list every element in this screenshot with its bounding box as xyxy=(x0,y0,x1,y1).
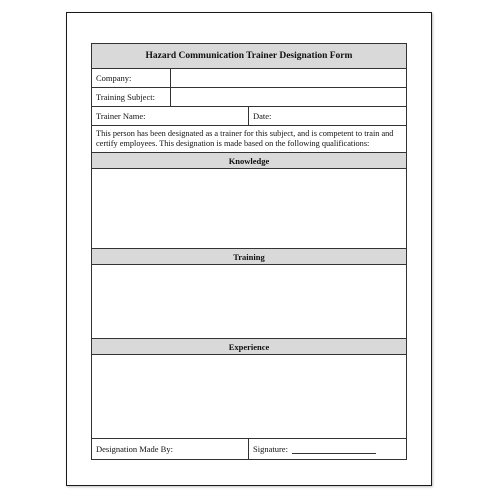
designation-made-by-label: Designation Made By: xyxy=(96,444,173,454)
signature-cell[interactable] xyxy=(248,439,406,459)
knowledge-area[interactable] xyxy=(92,169,406,249)
training-header: Training xyxy=(92,249,406,265)
signature-label: Signature: xyxy=(253,444,288,454)
trainer-date-row xyxy=(92,107,406,126)
designation-form xyxy=(91,43,407,460)
trainer-name-cell[interactable] xyxy=(92,107,248,125)
date-label: Date: xyxy=(253,111,272,121)
trainer-name-label: Trainer Name: xyxy=(96,111,146,121)
training-subject-label: Training Subject: xyxy=(96,92,155,102)
date-cell[interactable] xyxy=(248,107,406,125)
signature-line[interactable] xyxy=(292,445,376,454)
company-row xyxy=(92,69,406,88)
training-subject-field[interactable] xyxy=(170,88,406,106)
signoff-row xyxy=(92,439,406,459)
company-field[interactable] xyxy=(170,69,406,87)
experience-header: Experience xyxy=(92,339,406,355)
training-area[interactable] xyxy=(92,265,406,339)
designation-made-by-cell[interactable] xyxy=(92,439,248,459)
experience-area[interactable] xyxy=(92,355,406,439)
document-page xyxy=(66,12,432,486)
training-subject-row xyxy=(92,88,406,107)
form-title: Hazard Communication Trainer Designation Form xyxy=(92,44,406,69)
designation-statement: This person has been designated as a trainer for this subject, and is competent to train and certify employees. This designation is made based on the following qualifications: xyxy=(92,126,406,153)
knowledge-header: Knowledge xyxy=(92,153,406,169)
company-label: Company: xyxy=(96,73,132,83)
